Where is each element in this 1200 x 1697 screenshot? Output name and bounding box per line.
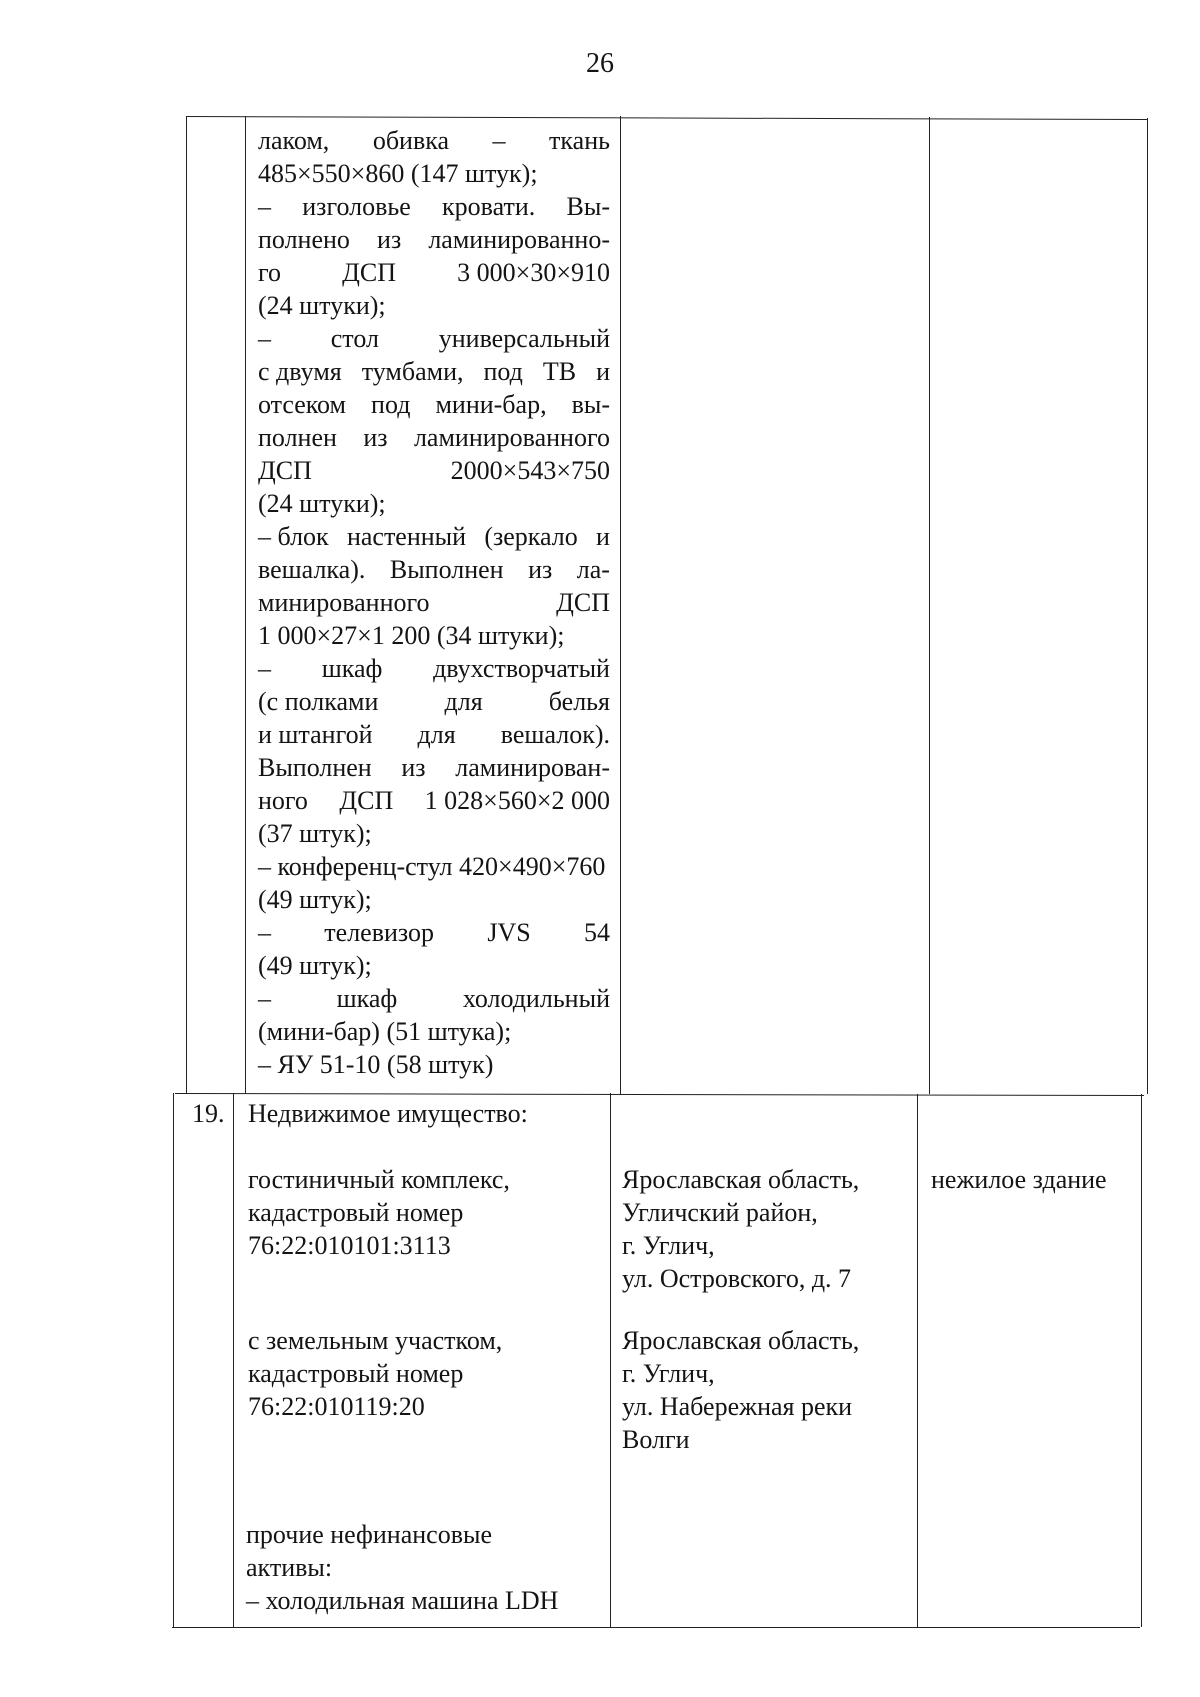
description-word: –	[492, 126, 506, 155]
description-word: – ЯУ 51-10 (58 штук)	[258, 1050, 494, 1079]
description-line	[258, 718, 610, 751]
table-bottom-border	[172, 1627, 1140, 1628]
description-word: –	[258, 324, 271, 353]
description-word: тумбами,	[361, 357, 464, 386]
description-word: под	[371, 390, 411, 419]
address-line: ул. Островского, д. 7	[622, 1264, 852, 1293]
description-word: шкаф	[336, 984, 398, 1013]
address-line: Ярославская область,	[622, 1326, 860, 1355]
description-word: двухстворчатый	[433, 654, 610, 683]
description-word: холодильный	[462, 984, 610, 1013]
address-line: Волги	[622, 1425, 690, 1454]
description-word: минированного	[258, 588, 430, 617]
description-word: ламинированно-	[428, 225, 610, 254]
description-line	[258, 256, 610, 289]
address-line: Угличский район,	[622, 1198, 818, 1227]
description-line	[258, 487, 610, 520]
description-word: 54	[583, 918, 610, 947]
description-line	[258, 190, 610, 223]
row-number: 19.	[192, 1099, 225, 1128]
column-border-1b	[173, 1093, 174, 1627]
column-border-2	[245, 116, 246, 1094]
item1-line: гостиничный комплекс,	[248, 1165, 510, 1194]
column-border-5	[1147, 118, 1148, 1094]
table-top-border	[186, 116, 1148, 120]
description-word: (49 штук);	[258, 951, 372, 980]
description-word: 2000×543×750	[450, 456, 610, 485]
description-line	[258, 751, 610, 784]
description-word: с двумя	[258, 357, 342, 386]
address-line: г. Углич,	[622, 1359, 715, 1388]
item1-description	[248, 1163, 510, 1262]
item2-address	[622, 1324, 859, 1456]
description-word: Выполнен	[389, 555, 504, 584]
description-word: ДСП	[556, 588, 610, 617]
address-line: ул. Набережная реки	[622, 1392, 853, 1421]
description-line	[258, 355, 610, 388]
description-word: белья	[548, 687, 610, 716]
description-line	[258, 949, 610, 982]
description-line	[258, 322, 610, 355]
description-word: настенный	[346, 522, 467, 551]
column-border-4	[929, 117, 930, 1094]
description-line	[258, 850, 610, 883]
description-line	[258, 685, 610, 718]
description-word: вешалок).	[500, 720, 610, 749]
description-word: JVS	[487, 918, 531, 947]
description-word: (24 штуки);	[258, 291, 386, 320]
item3-description	[246, 1518, 558, 1617]
description-word: шкаф	[321, 654, 383, 683]
description-word: стол	[330, 324, 379, 353]
description-word: из	[528, 555, 553, 584]
description-word: отсеком	[258, 390, 347, 419]
item1-type: нежилое здание	[931, 1165, 1107, 1194]
description-word: ДСП	[339, 786, 394, 815]
description-word: го	[258, 258, 282, 287]
description-word: вешалка).	[258, 555, 366, 584]
item3-line: прочие нефинансовые	[246, 1520, 492, 1549]
description-line	[258, 916, 610, 949]
description-word: –	[258, 918, 271, 947]
description-word: ламинирован-	[455, 753, 610, 782]
item2-description	[248, 1324, 502, 1423]
description-line	[258, 784, 610, 817]
description-word: –	[258, 984, 271, 1013]
description-word: и штангой	[258, 720, 373, 749]
description-word: (зеркало	[484, 522, 578, 551]
description-line	[258, 1048, 610, 1081]
description-word: и	[596, 522, 610, 551]
description-word: телевизор	[324, 918, 435, 947]
description-word: (24 штуки);	[258, 489, 386, 518]
description-word: 3 000×30×910	[457, 258, 610, 287]
item3-line: активы:	[246, 1553, 333, 1582]
column-border-2b	[233, 1093, 234, 1627]
description-word: 1 028×560×2 000	[424, 786, 610, 815]
description-word: полнен	[258, 423, 337, 452]
description-word: мини-бар,	[435, 390, 547, 419]
description-word: обивка	[372, 126, 450, 155]
description-word: (49 штук);	[258, 885, 372, 914]
description-word: (мини-бар) (51 штука);	[258, 1017, 512, 1046]
description-word: из	[401, 753, 426, 782]
description-line	[258, 619, 610, 652]
description-word: под	[483, 357, 523, 386]
description-word: (37 штук);	[258, 819, 372, 848]
description-word: – блок	[258, 522, 329, 551]
description-word: Вы-	[566, 192, 610, 221]
description-word: изголовье	[302, 192, 411, 221]
column-border-4b	[917, 1094, 918, 1627]
description-word: из	[363, 423, 388, 452]
page-number: 26	[586, 48, 614, 79]
description-word: (с полками	[258, 687, 379, 716]
description-line	[258, 652, 610, 685]
description-word: 485×550×860 (147 штук);	[258, 159, 538, 188]
item2-line: 76:22:010119:20	[248, 1392, 425, 1421]
description-word: Выполнен	[258, 753, 372, 782]
description-line	[258, 289, 610, 322]
description-line	[258, 388, 610, 421]
description-word: и	[596, 357, 610, 386]
description-line	[258, 883, 610, 916]
description-word: – конференц-стул 420×490×760	[258, 852, 606, 881]
description-word: вы-	[571, 390, 610, 419]
description-line	[258, 586, 610, 619]
description-line	[258, 223, 610, 256]
description-word: 1 000×27×1 200 (34 штуки);	[258, 621, 565, 650]
column-border-3b	[610, 1093, 611, 1627]
item3-line: – холодильная машина LDH	[246, 1586, 559, 1615]
description-word: для	[444, 687, 483, 716]
description-word: ла-	[576, 555, 610, 584]
description-line	[258, 421, 610, 454]
description-word: универсальный	[438, 324, 610, 353]
column-border-1	[186, 116, 187, 1094]
description-line	[258, 982, 610, 1015]
item2-line: кадастровый номер	[248, 1359, 464, 1388]
description-word: кровати.	[442, 192, 536, 221]
address-line: г. Углич,	[622, 1231, 715, 1260]
column-border-5b	[1141, 1094, 1142, 1627]
description-line	[258, 1015, 610, 1048]
description-line	[258, 520, 610, 553]
column-border-3	[620, 116, 621, 1094]
description-line	[258, 553, 610, 586]
description-word: ДСП	[258, 456, 312, 485]
description-word: ткань	[549, 126, 610, 155]
description-word: ДСП	[342, 258, 397, 287]
item2-line: с земельным участком,	[248, 1326, 503, 1355]
address-line: Ярославская область,	[622, 1165, 860, 1194]
row-heading: Недвижимое имущество:	[248, 1099, 528, 1128]
description-word: ного	[258, 786, 308, 815]
continued-description	[258, 124, 610, 1081]
item1-line: 76:22:010101:3113	[248, 1231, 451, 1260]
description-word: для	[417, 720, 456, 749]
description-line	[258, 817, 610, 850]
description-word: –	[258, 192, 271, 221]
description-word: –	[258, 654, 271, 683]
description-line	[258, 157, 610, 190]
item1-address	[622, 1163, 859, 1295]
description-word: ламинированного	[413, 423, 610, 452]
item1-line: кадастровый номер	[248, 1198, 464, 1227]
description-word: лаком,	[258, 126, 330, 155]
description-word: из	[377, 225, 402, 254]
description-word: полнено	[258, 225, 350, 254]
description-word: ТВ	[542, 357, 577, 386]
row-divider	[175, 1093, 1144, 1096]
description-line	[258, 124, 610, 157]
description-line	[258, 454, 610, 487]
